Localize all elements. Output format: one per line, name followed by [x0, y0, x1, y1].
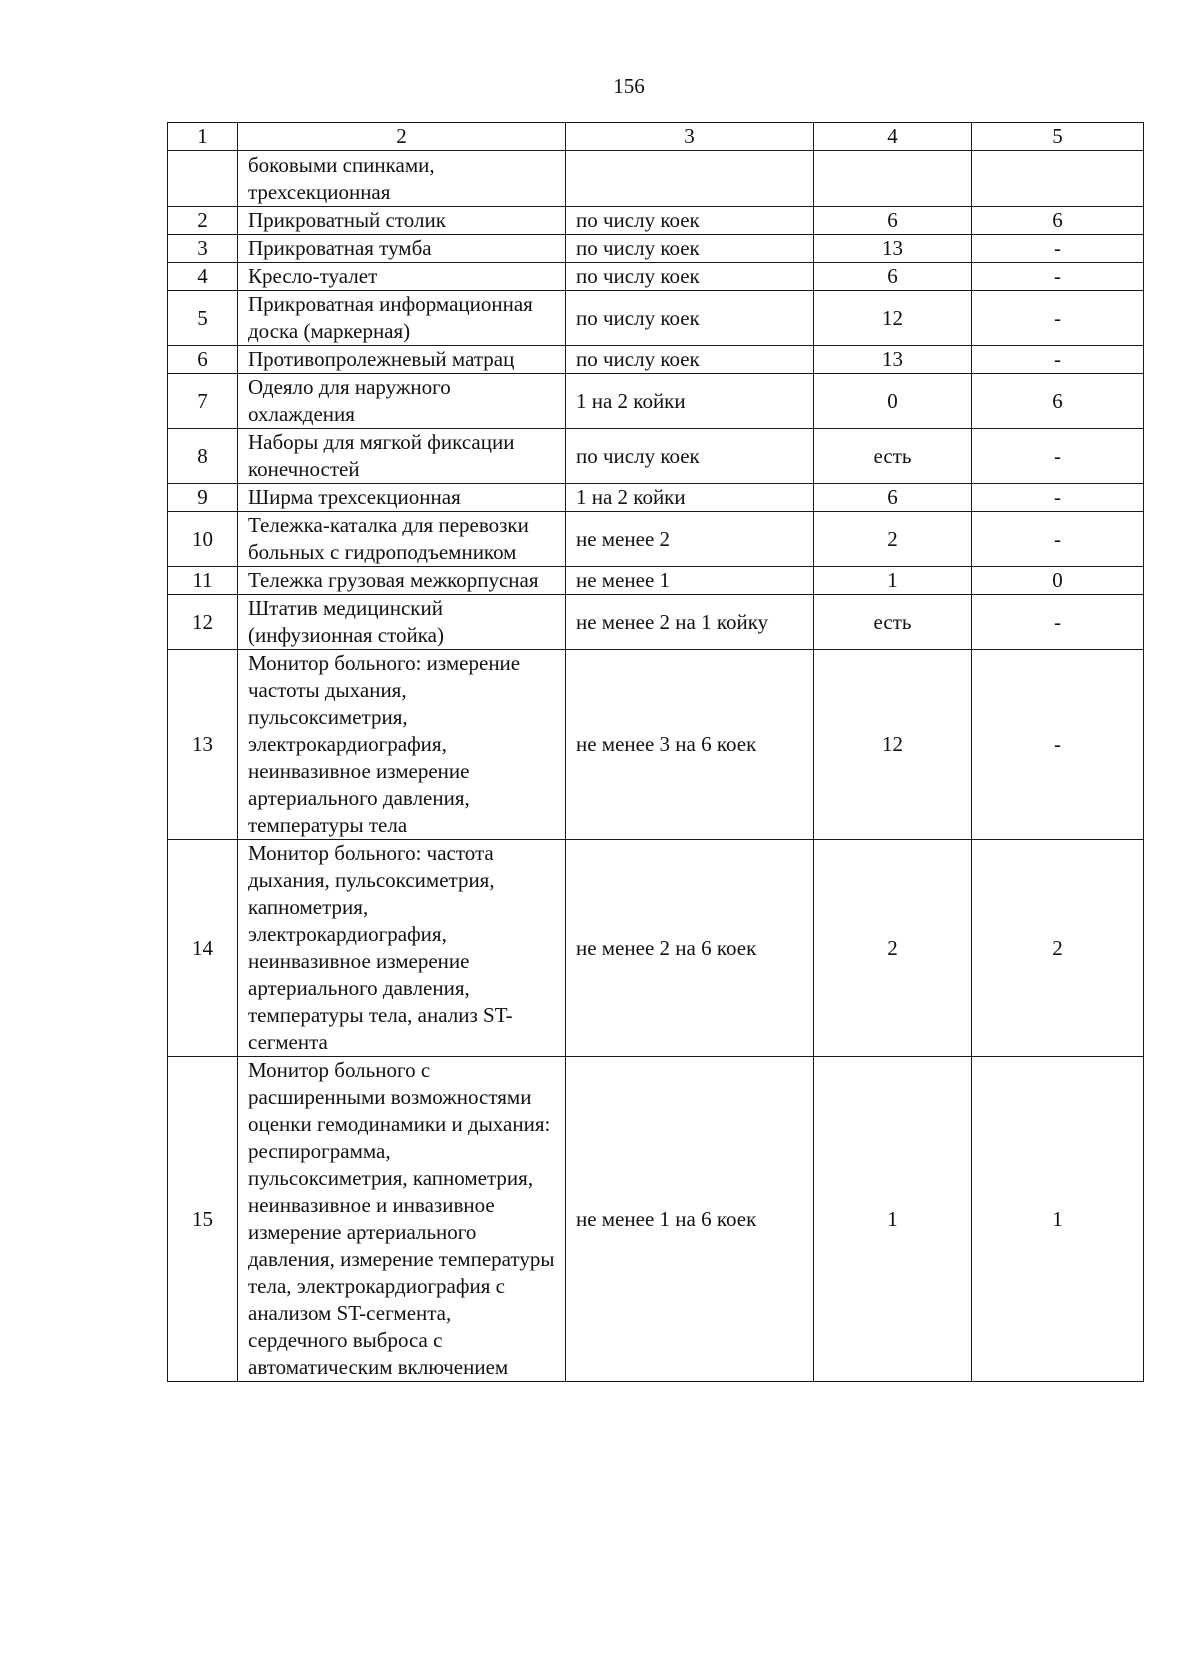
required-norm: по числу коек	[566, 291, 814, 346]
row-number: 8	[168, 429, 238, 484]
equipment-name: Прикроватный столик	[238, 207, 566, 235]
table-row	[168, 512, 1144, 567]
column-4-value: 12	[814, 650, 972, 840]
column-4-value: 13	[814, 346, 972, 374]
table-row	[168, 595, 1144, 650]
column-4-value	[814, 151, 972, 207]
column-5-value: -	[972, 484, 1144, 512]
column-5-value: -	[972, 263, 1144, 291]
column-5-value: 6	[972, 374, 1144, 429]
required-norm: не менее 2	[566, 512, 814, 567]
required-norm: по числу коек	[566, 346, 814, 374]
required-norm: не менее 1 на 6 коек	[566, 1057, 814, 1382]
required-norm: по числу коек	[566, 235, 814, 263]
equipment-name: Прикроватная тумба	[238, 235, 566, 263]
equipment-name: Противопролежневый матрац	[238, 346, 566, 374]
equipment-name: Ширма трехсекционная	[238, 484, 566, 512]
required-norm: по числу коек	[566, 263, 814, 291]
row-number: 5	[168, 291, 238, 346]
column-5-value: -	[972, 346, 1144, 374]
page-number: 156	[613, 74, 645, 98]
required-norm: не менее 2 на 1 койку	[566, 595, 814, 650]
column-5-value: -	[972, 595, 1144, 650]
row-number: 12	[168, 595, 238, 650]
header-col-4: 4	[814, 123, 972, 151]
table-row	[168, 650, 1144, 840]
equipment-name: Штатив медицинский (инфузионная стойка)	[238, 595, 566, 650]
table-row	[168, 1057, 1144, 1382]
column-4-value: есть	[814, 429, 972, 484]
table-row	[168, 263, 1144, 291]
column-5-value: -	[972, 650, 1144, 840]
equipment-name: Наборы для мягкой фиксации конечностей	[238, 429, 566, 484]
column-4-value: 6	[814, 484, 972, 512]
row-number: 6	[168, 346, 238, 374]
equipment-name: Монитор больного с расширенными возможностями оценки гемодинамики и дыхания: респирограмма, пульсоксиметрия, капнометрия, неинвазивное и инвазивное измерение артериального давления, измерение температуры тела, электрокардиография с анализом ST-сегмента, сердечного выброса с автоматическим включением	[238, 1057, 566, 1382]
equipment-name: Прикроватная информационная доска (маркерная)	[238, 291, 566, 346]
table-row	[168, 567, 1144, 595]
required-norm: не менее 1	[566, 567, 814, 595]
column-4-value: 12	[814, 291, 972, 346]
row-number: 13	[168, 650, 238, 840]
row-number: 10	[168, 512, 238, 567]
table-row	[168, 291, 1144, 346]
column-4-value: есть	[814, 595, 972, 650]
required-norm: 1 на 2 койки	[566, 374, 814, 429]
column-4-value: 1	[814, 567, 972, 595]
column-5-value: -	[972, 291, 1144, 346]
equipment-name: Монитор больного: частота дыхания, пульсоксиметрия, капнометрия, электрокардиография, неинвазивное измерение артериального давления, температуры тела, анализ ST-сегмента	[238, 840, 566, 1057]
header-col-1: 1	[168, 123, 238, 151]
table-row	[168, 235, 1144, 263]
column-5-value: 1	[972, 1057, 1144, 1382]
column-4-value: 0	[814, 374, 972, 429]
table-row	[168, 207, 1144, 235]
column-5-value	[972, 151, 1144, 207]
table-row	[168, 151, 1144, 207]
table-row	[168, 374, 1144, 429]
column-5-value: 2	[972, 840, 1144, 1057]
column-4-value: 2	[814, 512, 972, 567]
required-norm	[566, 151, 814, 207]
row-number: 3	[168, 235, 238, 263]
header-col-2: 2	[238, 123, 566, 151]
row-number: 14	[168, 840, 238, 1057]
column-4-value: 13	[814, 235, 972, 263]
column-5-value: -	[972, 429, 1144, 484]
table-row	[168, 484, 1144, 512]
header-col-5: 5	[972, 123, 1144, 151]
row-number: 7	[168, 374, 238, 429]
table-row	[168, 840, 1144, 1057]
header-col-3: 3	[566, 123, 814, 151]
row-number: 9	[168, 484, 238, 512]
required-norm: не менее 3 на 6 коек	[566, 650, 814, 840]
equipment-name: боковыми спинками, трехсекционная	[238, 151, 566, 207]
column-4-value: 6	[814, 263, 972, 291]
row-number: 15	[168, 1057, 238, 1382]
table-row	[168, 429, 1144, 484]
table-row	[168, 346, 1144, 374]
column-4-value: 2	[814, 840, 972, 1057]
equipment-table	[167, 122, 1144, 1382]
required-norm: по числу коек	[566, 429, 814, 484]
row-number: 11	[168, 567, 238, 595]
equipment-name: Кресло-туалет	[238, 263, 566, 291]
column-5-value: -	[972, 235, 1144, 263]
column-5-value: 6	[972, 207, 1144, 235]
column-4-value: 1	[814, 1057, 972, 1382]
row-number	[168, 151, 238, 207]
equipment-name: Тележка грузовая межкорпусная	[238, 567, 566, 595]
required-norm: 1 на 2 койки	[566, 484, 814, 512]
required-norm: не менее 2 на 6 коек	[566, 840, 814, 1057]
column-5-value: 0	[972, 567, 1144, 595]
row-number: 2	[168, 207, 238, 235]
column-5-value: -	[972, 512, 1144, 567]
table-header-row	[168, 123, 1144, 151]
row-number: 4	[168, 263, 238, 291]
required-norm: по числу коек	[566, 207, 814, 235]
equipment-name: Тележка-каталка для перевозки больных с гидроподъемником	[238, 512, 566, 567]
column-4-value: 6	[814, 207, 972, 235]
equipment-name: Монитор больного: измерение частоты дыхания, пульсоксиметрия, электрокардиография, неинвазивное измерение артериального давления, температуры тела	[238, 650, 566, 840]
equipment-name: Одеяло для наружного охлаждения	[238, 374, 566, 429]
